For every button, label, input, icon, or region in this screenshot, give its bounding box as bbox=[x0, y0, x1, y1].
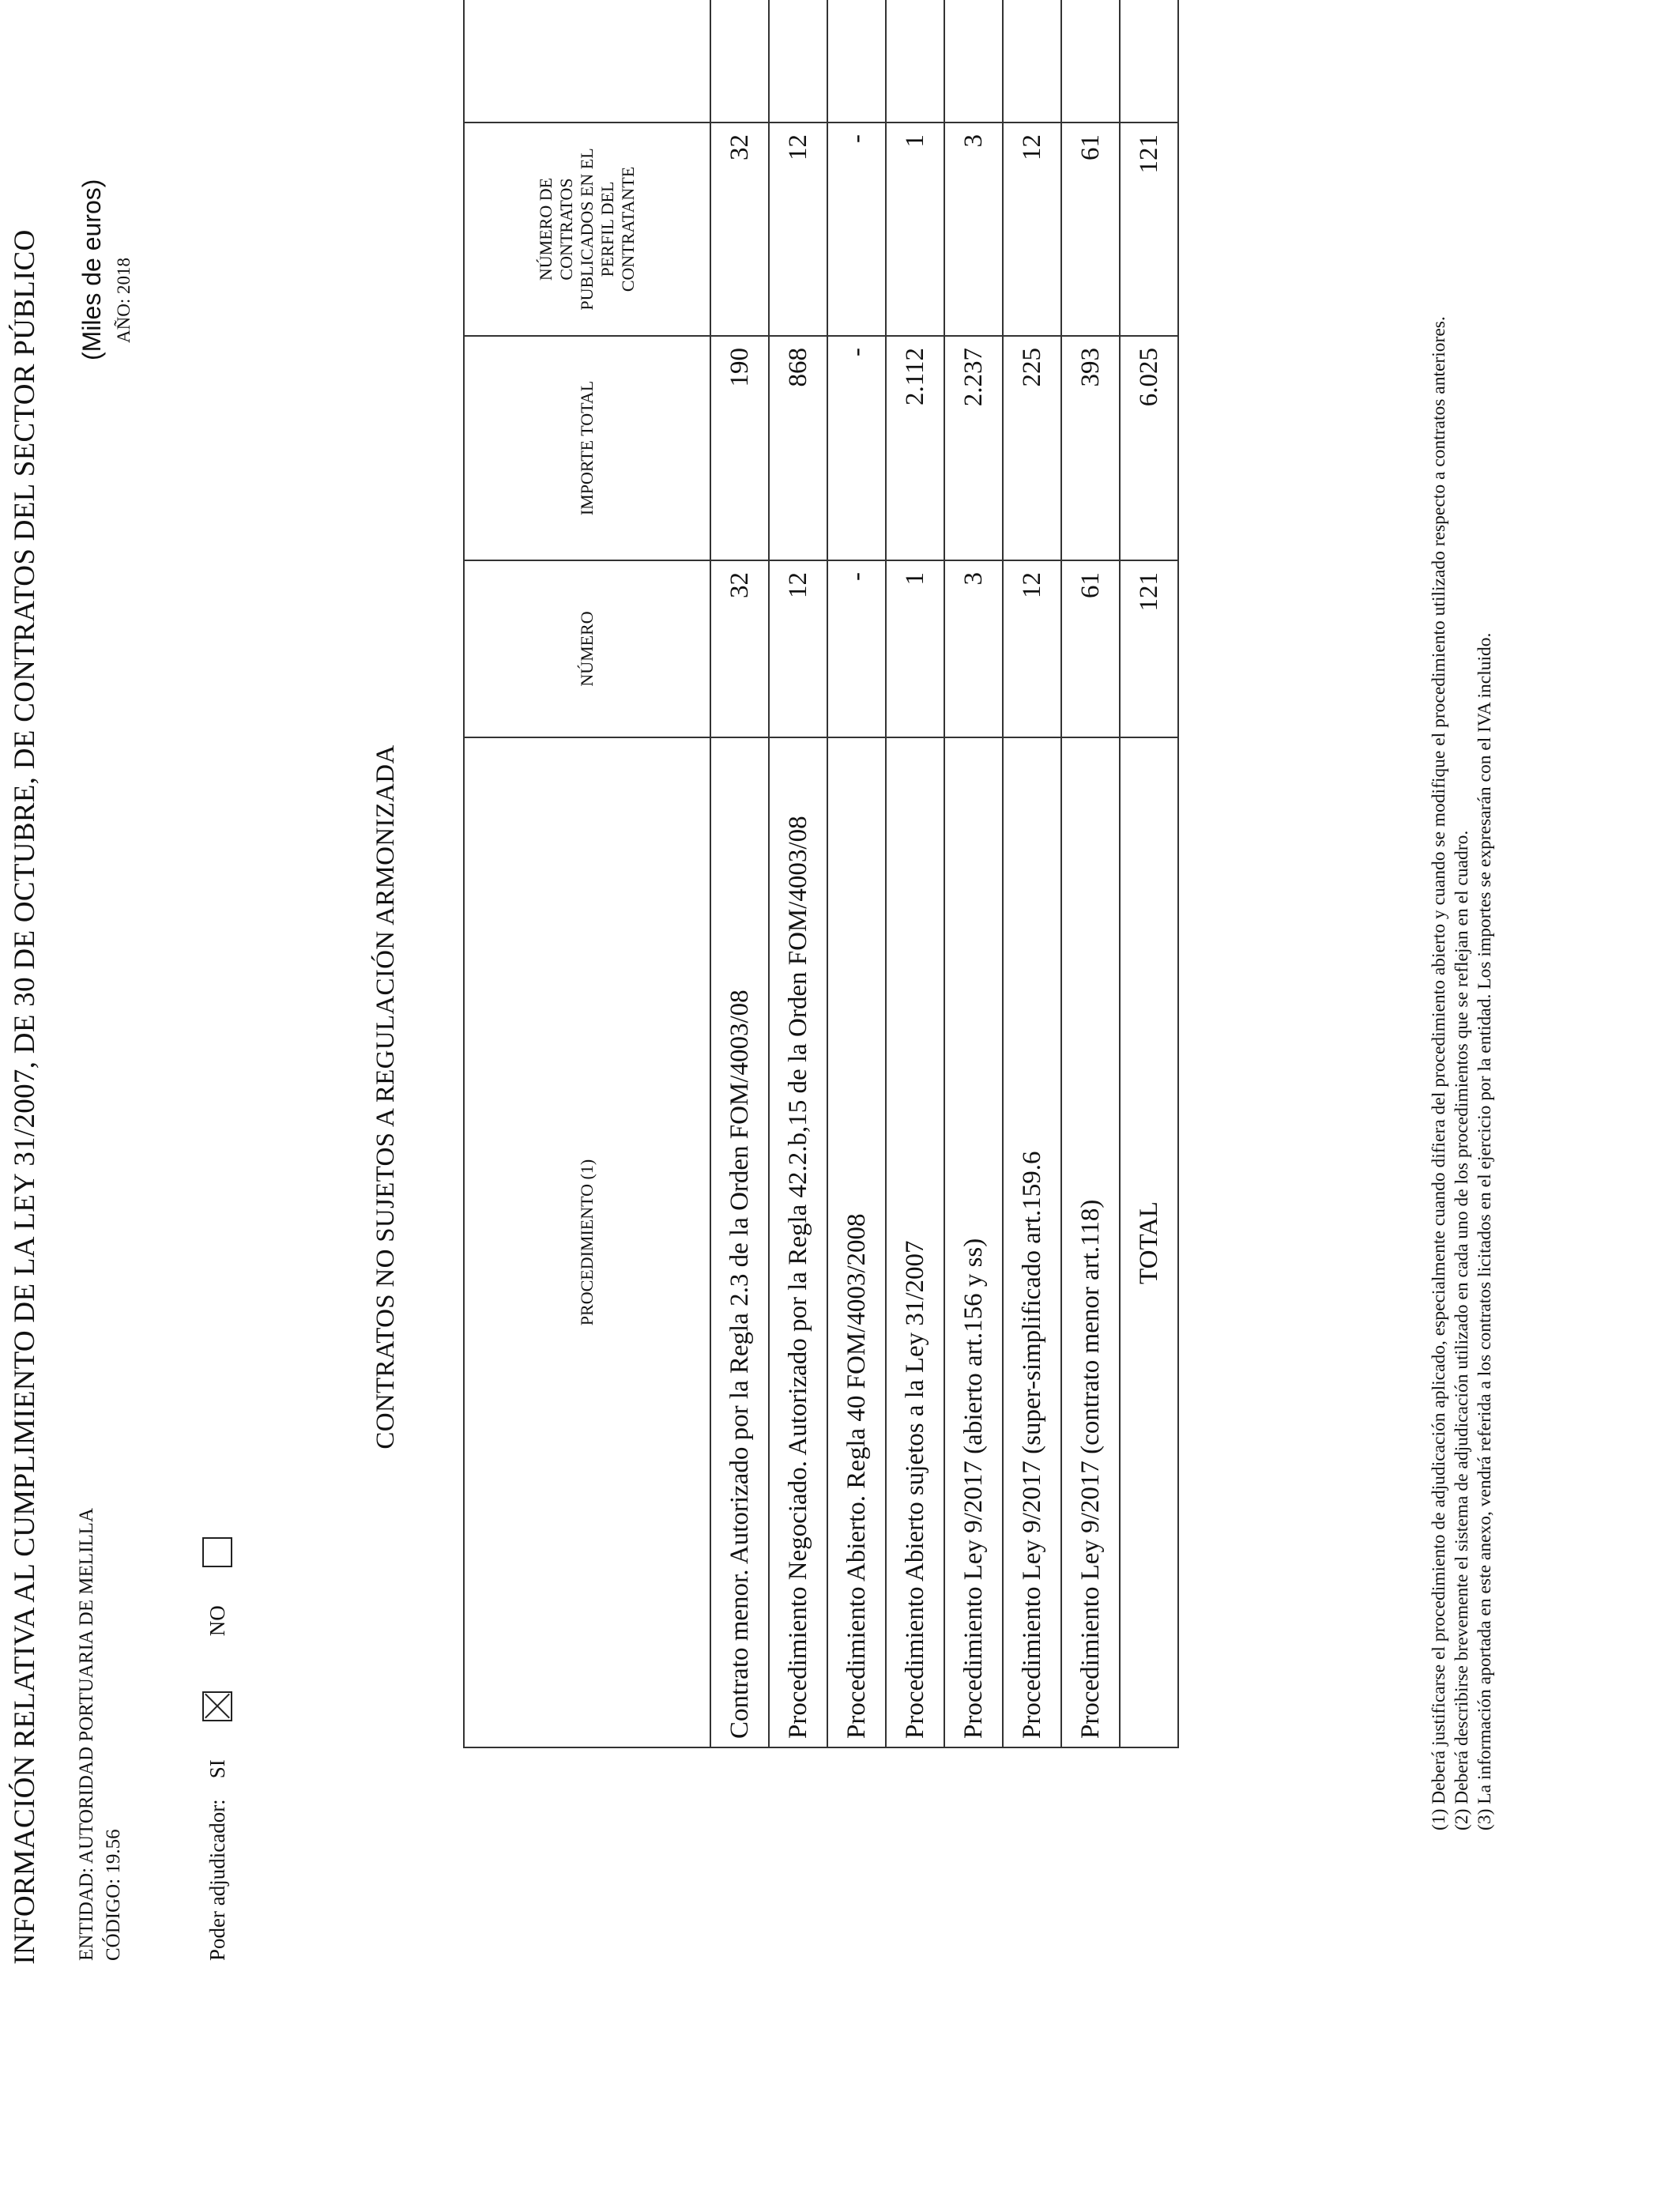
section-title: CONTRATOS NO SUJETOS A REGULACIÓN ARMONIZADA bbox=[371, 745, 400, 1449]
header-blank bbox=[464, 0, 710, 123]
row-procedimiento: Procedimiento Abierto sujetos a la Ley 31/2007 bbox=[886, 737, 944, 1747]
header-contratos-publicados: NÚMERO DE CONTRATOS PUBLICADOS EN EL PERFIL DEL CONTRATANTE bbox=[464, 123, 710, 336]
entity-label: ENTIDAD: AUTORIDAD PORTUARIA DE MELILLA bbox=[76, 1508, 97, 1961]
row-numero: 32 bbox=[710, 560, 769, 737]
table-row bbox=[827, 0, 886, 1747]
row-procedimiento: Procedimiento Negociado. Autorizado por la Regla 42.2.b,15 de la Orden FOM/4003/08 bbox=[769, 737, 827, 1747]
table-row bbox=[710, 0, 769, 1747]
table-row bbox=[769, 0, 827, 1747]
code-label: CÓDIGO: 19.56 bbox=[103, 1829, 124, 1961]
footnote-3: (3) La información aportada en este anexo, vendrá referida a los contratos licitados en el ejercicio por la entidad. Los importes se expresarán con el IVA incluido. bbox=[1475, 632, 1495, 1830]
total-publicados: 121 bbox=[1120, 123, 1178, 336]
footnote-1: (1) Deberá justificarse el procedimiento de adjudicación aplicado, especialmente cuando difiera del procedimiento abierto y cuando se modifique el procedimiento utilizado respecto a contratos anteriores. bbox=[1429, 316, 1449, 1830]
row-blank bbox=[1061, 0, 1120, 123]
table-header-row bbox=[464, 0, 710, 1747]
row-publicados: 12 bbox=[769, 123, 827, 336]
total-label: TOTAL bbox=[1120, 737, 1178, 1747]
option-no-label: NO bbox=[205, 1605, 229, 1637]
row-importe: 393 bbox=[1061, 336, 1120, 560]
row-publicados: 32 bbox=[710, 123, 769, 336]
row-blank bbox=[827, 0, 886, 123]
row-procedimiento: Procedimiento Ley 9/2017 (abierto art.156 y ss) bbox=[944, 737, 1003, 1747]
table-row bbox=[1003, 0, 1061, 1747]
row-numero: 12 bbox=[769, 560, 827, 737]
row-numero: 12 bbox=[1003, 560, 1061, 737]
header-importe-total: IMPORTE TOTAL bbox=[464, 336, 710, 560]
contracts-table bbox=[463, 0, 1179, 1748]
poder-adjudicador-label: Poder adjudicador: bbox=[205, 1799, 229, 1961]
row-blank bbox=[1120, 0, 1178, 123]
option-si-label: SI bbox=[205, 1759, 229, 1779]
row-publicados: - bbox=[827, 123, 886, 336]
row-publicados: 3 bbox=[944, 123, 1003, 336]
row-procedimiento: Contrato menor. Autorizado por la Regla 2.3 de la Orden FOM/4003/08 bbox=[710, 737, 769, 1747]
row-importe: 225 bbox=[1003, 336, 1061, 560]
row-importe: 190 bbox=[710, 336, 769, 560]
row-publicados: 1 bbox=[886, 123, 944, 336]
row-blank bbox=[944, 0, 1003, 123]
row-procedimiento: Procedimiento Ley 9/2017 (contrato menor art.118) bbox=[1061, 737, 1120, 1747]
total-numero: 121 bbox=[1120, 560, 1178, 737]
row-importe: 868 bbox=[769, 336, 827, 560]
table-row bbox=[944, 0, 1003, 1747]
row-blank bbox=[1003, 0, 1061, 123]
row-numero: - bbox=[827, 560, 886, 737]
table-row bbox=[886, 0, 944, 1747]
row-importe: - bbox=[827, 336, 886, 560]
poder-adjudicador bbox=[202, 1482, 232, 1961]
row-procedimiento: Procedimiento Abierto. Regla 40 FOM/4003/2008 bbox=[827, 737, 886, 1747]
header-numero: NÚMERO bbox=[464, 560, 710, 737]
footnote-2: (2) Deberá describirse brevemente el sistema de adjudicación utilizado en cada uno de los procedimientos que se reflejan en el cuadro. bbox=[1452, 830, 1472, 1830]
page-title: INFORMACIÓN RELATIVA AL CUMPLIMIENTO DE LA LEY 31/2007, DE 30 DE OCTUBRE, DE CONTRATOS DEL SECTOR PÚBLICO bbox=[9, 229, 41, 1965]
row-importe: 2.112 bbox=[886, 336, 944, 560]
row-blank bbox=[886, 0, 944, 123]
units-label: (Miles de euros) bbox=[77, 179, 106, 360]
row-procedimiento: Procedimiento Ley 9/2017 (super-simplificado art.159.6 bbox=[1003, 737, 1061, 1747]
row-blank bbox=[710, 0, 769, 123]
row-numero: 61 bbox=[1061, 560, 1120, 737]
year-label: AÑO: 2018 bbox=[114, 258, 134, 343]
table-total-row bbox=[1120, 0, 1178, 1747]
option-no-checkbox[interactable] bbox=[202, 1537, 232, 1567]
option-si-checkbox[interactable] bbox=[202, 1691, 232, 1721]
row-importe: 2.237 bbox=[944, 336, 1003, 560]
row-numero: 3 bbox=[944, 560, 1003, 737]
row-publicados: 12 bbox=[1003, 123, 1061, 336]
header-procedimiento: PROCEDIMIENTO (1) bbox=[464, 737, 710, 1747]
total-importe: 6.025 bbox=[1120, 336, 1178, 560]
row-publicados: 61 bbox=[1061, 123, 1120, 336]
table-row bbox=[1061, 0, 1120, 1747]
row-blank bbox=[769, 0, 827, 123]
row-numero: 1 bbox=[886, 560, 944, 737]
